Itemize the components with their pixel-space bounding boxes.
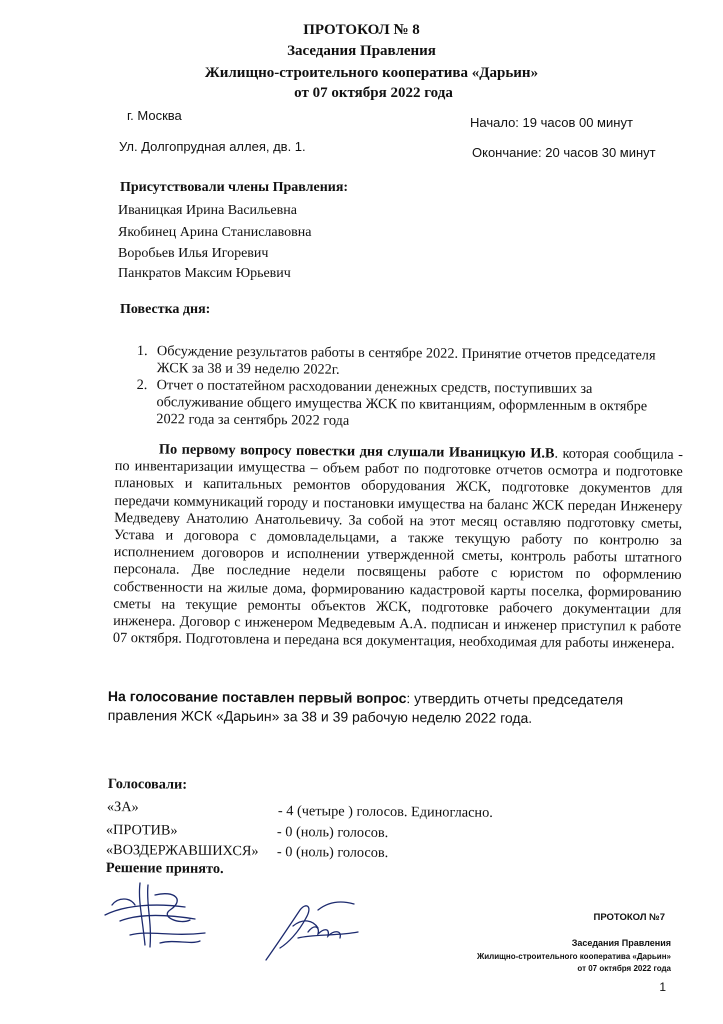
vote-label-for: «ЗА»	[106, 799, 139, 816]
meeting-address: Ул. Долгопрудная аллея, дв. 1.	[119, 139, 306, 154]
agenda-item-text: Обсуждение результатов работы в сентябре 2022. Принятие отчетов председателя ЖСК за 38 и 39 неделю 2022г.	[156, 343, 656, 378]
footer-meeting-title: Заседания Правления	[571, 938, 671, 948]
attendee-name: Якобинец Арина Станиславовна	[118, 225, 312, 240]
protocol-title: ПРОТОКОЛ № 8	[303, 22, 420, 38]
attendee-name: Воробьев Илья Игоревич	[118, 246, 269, 261]
vote-label-abstain: «ВОЗДЕРЖАВШИХСЯ»	[105, 842, 259, 860]
meeting-end: Окончание: 20 часов 30 минут	[472, 145, 656, 160]
meeting-start: Начало: 19 часов 00 минут	[470, 115, 633, 130]
signature-image	[258, 888, 368, 968]
agenda-item-number: 2.	[136, 376, 148, 394]
footer-protocol-number: ПРОТОКОЛ №7	[593, 912, 665, 923]
vote-value-for: - 4 (четыре ) голосов. Единогласно.	[277, 803, 493, 821]
vote-question	[108, 687, 668, 729]
attendee-name: Иваницкая Ирина Васильевна	[118, 203, 297, 218]
vote-question-lead: На голосование поставлен первый вопрос	[107, 688, 407, 707]
vote-question-text: : утвердить отчеты председателя правления ЖСК «Дарьин» за 38 и 39 рабочую неделю 2022 года.	[107, 690, 624, 726]
first-question-lead: По первому вопросу повестки дня слушали Иваницкую И.В	[158, 441, 555, 462]
protocol-date: от 07 октября 2022 года	[294, 85, 453, 101]
footer-cooperative-name: Жилищно-строительного кооператива «Дарьин»	[477, 952, 671, 961]
attendees-heading: Присутствовали члены Правления:	[120, 180, 349, 195]
cooperative-name: Жилищно-строительного кооператива «Дарьин»	[204, 65, 539, 81]
agenda-item-text: Отчет о постатейном расходовании денежных средств, поступивших за обслуживание общего имущества ЖСК по квитанциям, оформленным в октябре 2022 года за сентябрь 2022 года	[156, 377, 648, 429]
voting-heading: Голосовали:	[107, 776, 188, 793]
vote-value-against: - 0 (ноль) голосов.	[276, 824, 389, 841]
first-question-text: . которая сообщила - по инвентаризации имущества – объем работ по подготовке отчетов осмотра и подготовке плановых и капитальных ремонтов оборудования ЖСК, подготовке документов для передачи коммуникаций городу и постановки имущества на баланс ЖСК передан Инженеру Медведеву Анатолию Анатольевичу. За собой на этот месяц оставляю подготовку сметы, Устава и договора с домовладельцами, а также текущую работу по контролю за исполнением договоров и исполнении утвержденной сметы, контроль работы штатного персонала. Две последние недели посвящены работе с юристом по оформлению собственности на жилые дома, формированию кадастровой карты поселка, формированию сметы на текущие ремонты объектов ЖСК, подготовке рабочего документации для инженера. Договор с инженером Медведевым А.А. подписан и инженер приступил к работе 07 октября. Подготовлена и передана вся документация, необходимая для работы инженера.	[112, 445, 683, 653]
agenda-item	[136, 343, 682, 378]
page-number: 1	[659, 980, 666, 994]
meeting-city: г. Москва	[127, 108, 182, 123]
vote-label-against: «ПРОТИВ»	[105, 822, 178, 839]
footer-date: от 07 октября 2022 года	[577, 964, 671, 973]
agenda-list	[136, 343, 682, 428]
vote-value-abstain: - 0 (ноль) голосов.	[276, 844, 389, 861]
signature-image	[100, 875, 210, 955]
agenda-heading: Повестка дня:	[120, 302, 211, 317]
protocol-subtitle: Заседания Правления	[287, 43, 436, 59]
attendee-name: Панкратов Максим Юрьевич	[118, 266, 291, 281]
first-question-paragraph	[113, 441, 683, 653]
decision-text: Решение принято.	[105, 860, 224, 878]
agenda-item-number: 1.	[136, 343, 148, 360]
